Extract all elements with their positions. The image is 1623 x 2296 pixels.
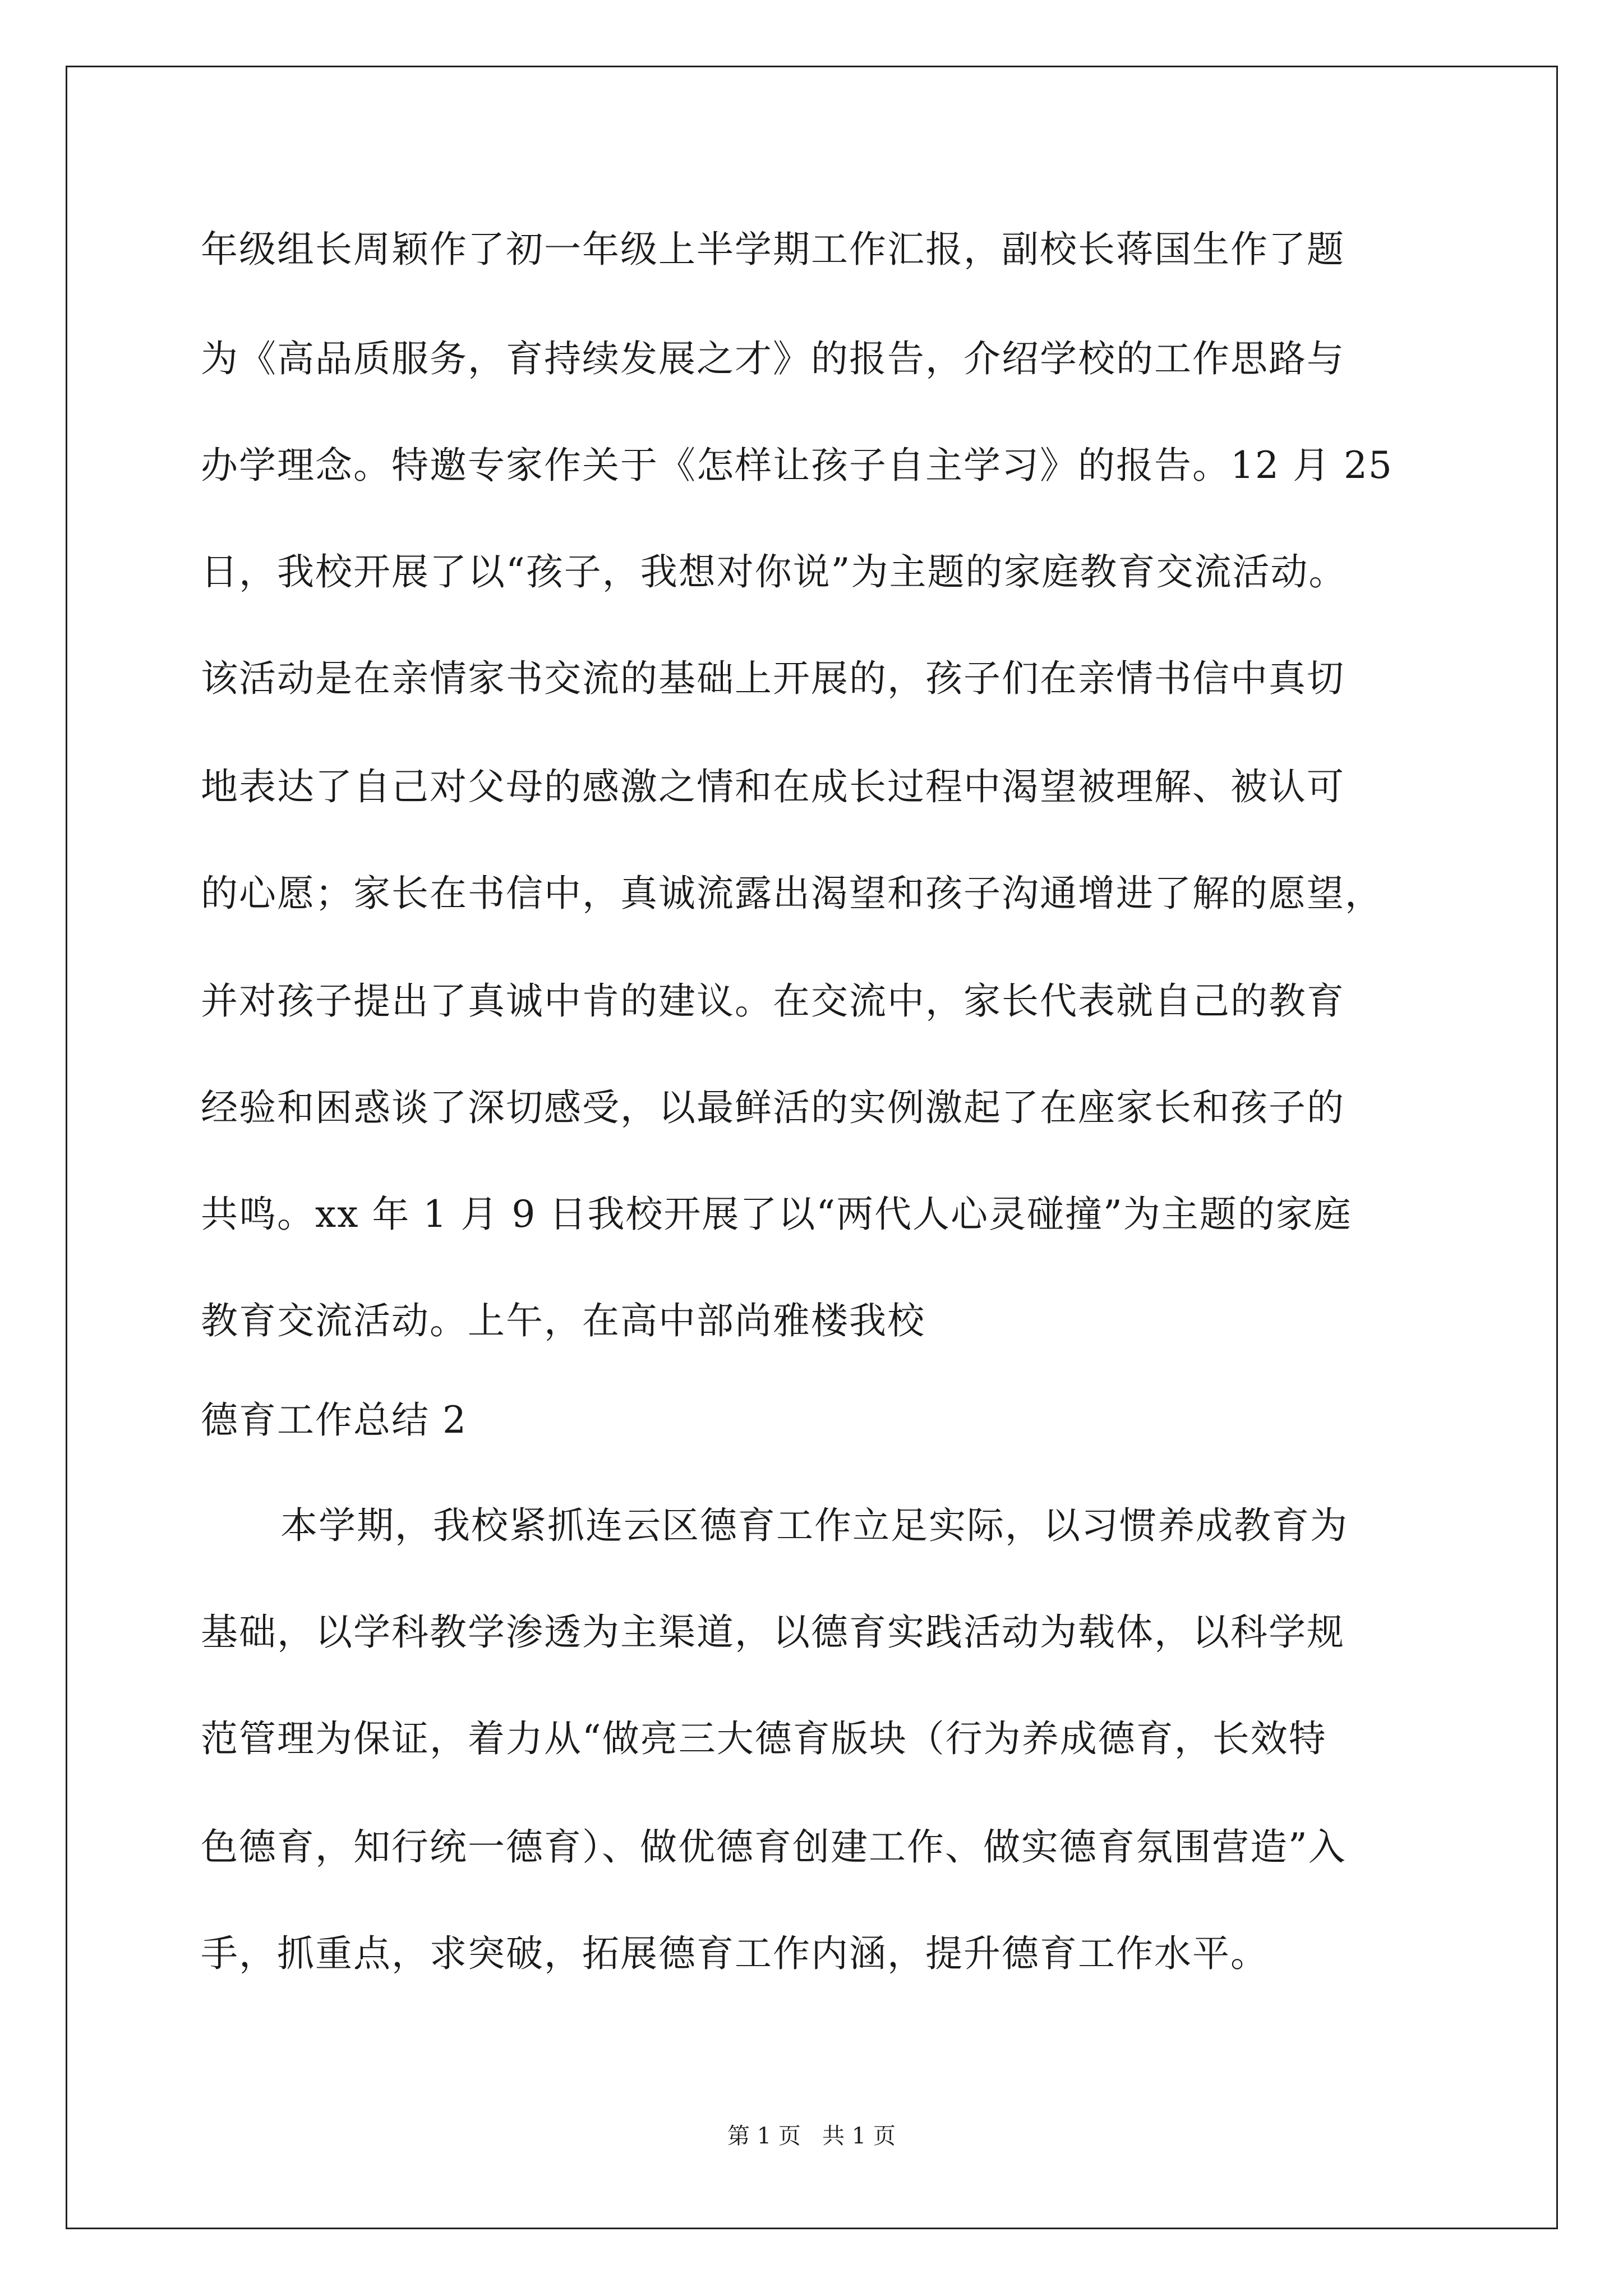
paragraph-line: 经验和困惑谈了深切感受，以最鲜活的实例激起了在座家长和孩子的	[201, 1086, 1345, 1129]
paragraph-line: 年级组长周颖作了初一年级上半学期工作汇报，副校长蒋国生作了题	[201, 228, 1345, 271]
paragraph-line: 教育交流活动。上午，在高中部尚雅楼我校	[201, 1299, 925, 1342]
paragraph-line: 的心愿；家长在书信中，真诚流露出渴望和孩子沟通增进了解的愿望，	[201, 872, 1383, 915]
paragraph-line: 共鸣。xx 年 1 月 9 日我校开展了以“两代人心灵碰撞”为主题的家庭	[201, 1193, 1352, 1236]
page-footer: 第 1 页 共 1 页	[727, 2123, 896, 2149]
paragraph-line: 为《高品质服务，育持续发展之才》的报告，介绍学校的工作思路与	[201, 337, 1345, 380]
paragraph-line: 并对孩子提出了真诚中肯的建议。在交流中，家长代表就自己的教育	[201, 979, 1345, 1023]
paragraph-line: 该活动是在亲情家书交流的基础上开展的，孩子们在亲情书信中真切	[201, 657, 1345, 700]
paragraph-line: 手，抓重点，求突破，拓展德育工作内涵，提升德育工作水平。	[201, 1932, 1269, 1975]
page-border	[66, 66, 1558, 2229]
paragraph-line: 地表达了自己对父母的感激之情和在成长过程中渴望被理解、被认可	[201, 765, 1345, 808]
paragraph-line: 本学期，我校紧抓连云区德育工作立足实际，以习惯养成教育为	[280, 1504, 1348, 1547]
paragraph-line: 日，我校开展了以“孩子，我想对你说”为主题的家庭教育交流活动。	[201, 550, 1347, 593]
paragraph-line: 色德育，知行统一德育）、做优德育创建工作、做实德育氛围营造”入	[201, 1825, 1347, 1869]
paragraph-line: 办学理念。特邀专家作关于《怎样让孩子自主学习》的报告。12 月 25	[201, 444, 1393, 487]
paragraph-line: 基础，以学科教学渗透为主渠道，以德育实践活动为载体，以科学规	[201, 1611, 1345, 1654]
paragraph-line: 范管理为保证，着力从“做亮三大德育版块（行为养成德育，长效特	[201, 1717, 1327, 1760]
section-heading: 德育工作总结 2	[201, 1398, 467, 1442]
